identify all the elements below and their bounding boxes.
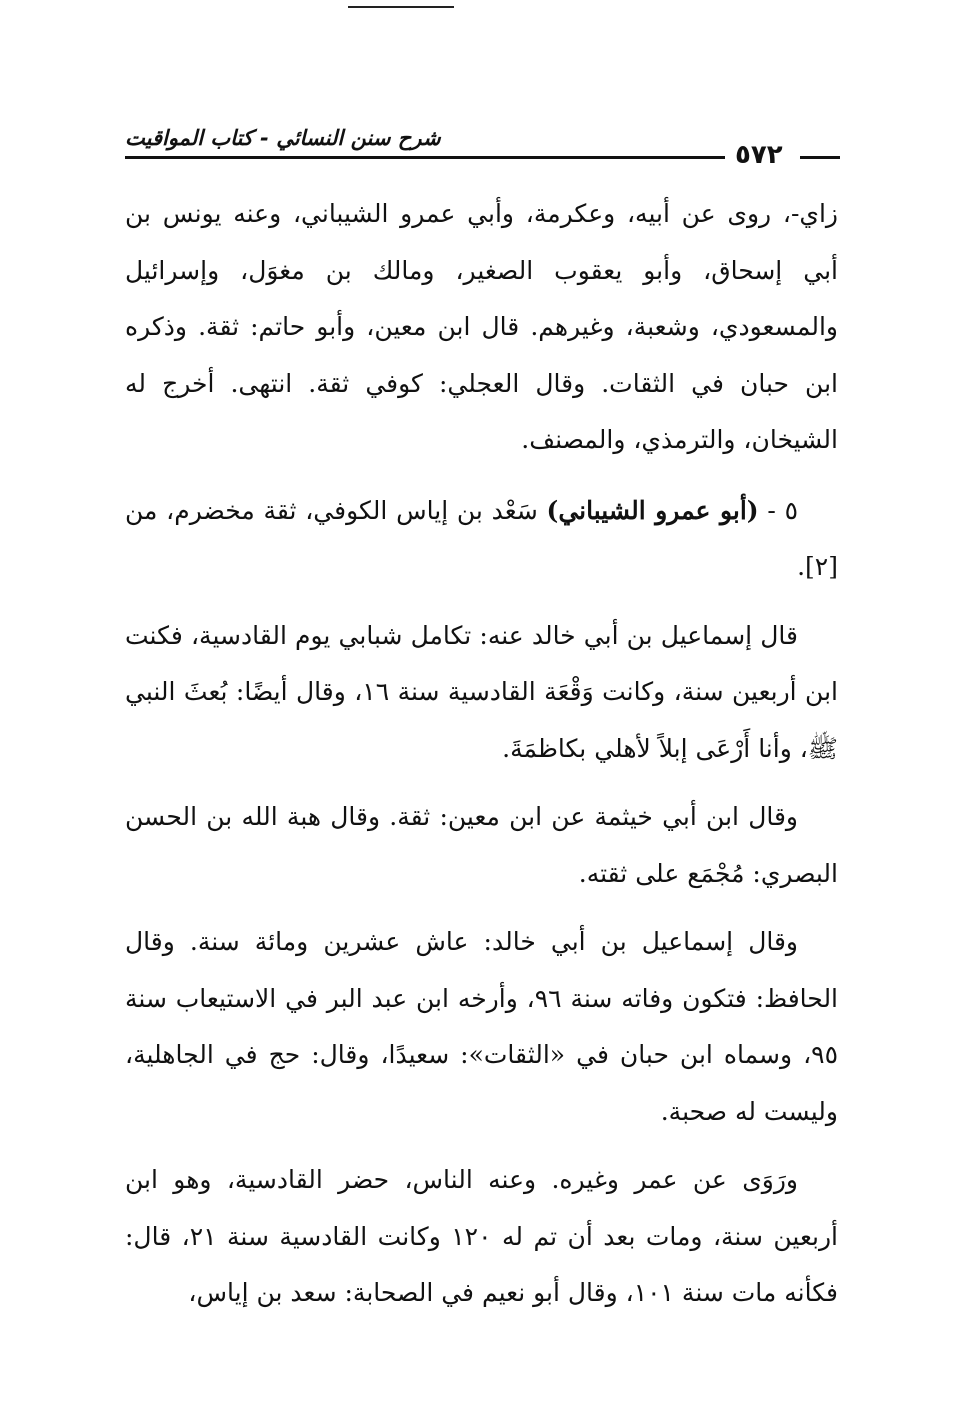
page-number: ٥٧٢ — [735, 140, 783, 170]
entry-number: ٥ - — [758, 495, 798, 525]
paragraph-1: زاي-، روى عن أبيه، وعكرمة، وأبي عمرو الشيباني، وعنه يونس بن أبي إسحاق، وأبو يعقوب الصغير، ومالك بن مغوَل، وإسرائيل والمسعودي، وشعبة، وغيرهم. قال ابن معين، وأبو حاتم: ثقة. وذكره ابن حبان في الثقات. وقال العجلي: كوفي ثقة. انتهى. أخرج له الشيخان، والترمذي، والمصنف. — [125, 199, 838, 454]
paragraph-2 — [125, 483, 838, 596]
body-text — [125, 186, 838, 1334]
header-rule — [125, 156, 725, 159]
top-rule — [348, 6, 454, 8]
narrator-description: سَعْد بن إياس الكوفي، ثقة مخضرم، من [٢]. — [125, 495, 838, 581]
narrator-name: (أبو عمرو الشيباني) — [546, 495, 759, 525]
paragraph-5: وقال إسماعيل بن أبي خالد: عاش عشرين ومائة سنة. وقال الحافظ: فتكون وفاته سنة ٩٦، وأرخه ابن عبد البر في الاستيعاب سنة ٩٥، وسماه ابن حبان في «الثقات»: سعيدًا، وقال: حج في الجاهلية، وليست له صحبة. — [125, 927, 839, 1126]
page-number-dash — [800, 156, 840, 159]
paragraph-6: ورَوَى عن عمر وغيره. وعنه الناس، حضر القادسية، وهو ابن أربعين سنة، ومات بعد أن تم له ١٢٠ وكانت القادسية سنة ٢١، قال: فكأنه مات سنة ١٠١، وقال أبو نعيم في الصحابة: سعد بن إياس، — [125, 1165, 838, 1307]
header-title: شرح سنن النسائي - كتاب المواقيت — [125, 126, 441, 150]
paragraph-3: قال إسماعيل بن أبي خالد عنه: تكامل شبابي يوم القادسية، فكنت ابن أربعين سنة، وكانت وَقْعَة القادسية سنة ١٦، وقال أيضًا: بُعثَ النبي ﷺ، وأنا أَرْعَى إبلاً لأهلي بكاظمَةَ. — [125, 620, 838, 763]
paragraph-4: وقال ابن أبي خيثمة عن ابن معين: ثقة. وقال هبة الله بن الحسن البصري: مُجْمَع على ثقته. — [125, 802, 838, 888]
